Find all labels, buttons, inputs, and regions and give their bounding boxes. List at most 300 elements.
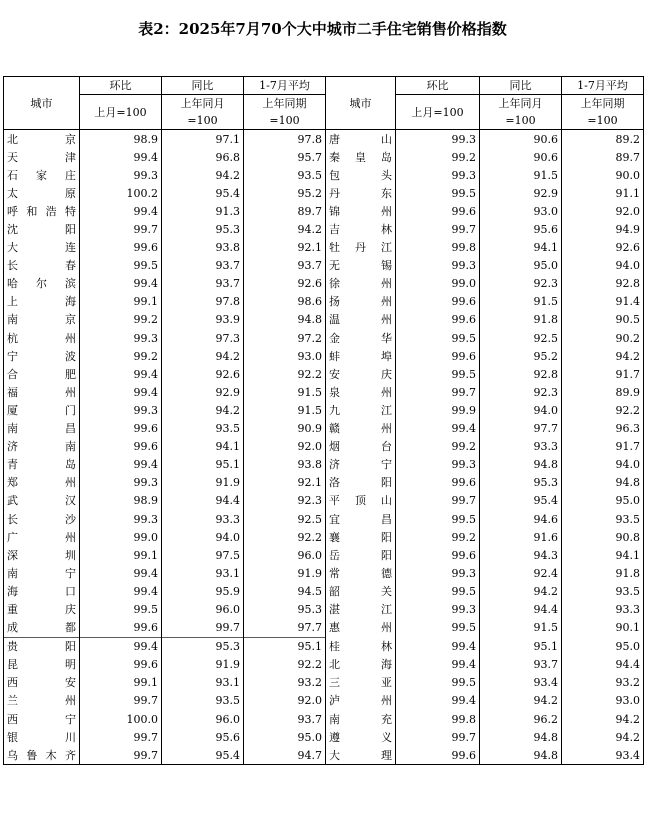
city-right-cell: 泸 州 [326, 692, 396, 710]
mom-right-cell: 99.0 [396, 275, 480, 293]
avg-right-cell: 95.0 [562, 492, 644, 510]
city-right-cell: 三 亚 [326, 674, 396, 692]
mom-left-cell: 99.2 [80, 347, 162, 365]
mom-right-cell: 99.5 [396, 674, 480, 692]
avg-base-right: 上年同期=100 [562, 95, 644, 130]
city-left-cell: 太 原 [4, 184, 80, 202]
city-right-cell: 平顶山 [326, 492, 396, 510]
mom-right-cell: 99.3 [396, 130, 480, 149]
price-index-table [3, 76, 644, 765]
avg-left-cell: 92.5 [244, 510, 326, 528]
mom-right-cell: 99.4 [396, 420, 480, 438]
avg-left-cell: 95.1 [244, 637, 326, 656]
avg-left-cell: 94.7 [244, 746, 326, 765]
avg-right-cell: 91.7 [562, 438, 644, 456]
yoy-right-cell: 92.4 [480, 564, 562, 582]
city-right-cell: 秦皇岛 [326, 148, 396, 166]
table-row [4, 438, 644, 456]
yoy-header-left: 同比 [162, 77, 244, 95]
yoy-right-cell: 91.5 [480, 619, 562, 638]
avg-right-cell: 93.4 [562, 746, 644, 765]
mom-base-right: 上月=100 [396, 95, 480, 130]
city-right-cell: 惠 州 [326, 619, 396, 638]
yoy-left-cell: 92.6 [162, 365, 244, 383]
mom-left-cell: 99.3 [80, 166, 162, 184]
table-row [4, 656, 644, 674]
table-row [4, 582, 644, 600]
table-row [4, 746, 644, 765]
yoy-right-cell: 94.3 [480, 546, 562, 564]
yoy-right-cell: 94.8 [480, 746, 562, 765]
avg-right-cell: 92.6 [562, 239, 644, 257]
avg-right-cell: 89.7 [562, 148, 644, 166]
city-right-cell: 烟 台 [326, 438, 396, 456]
avg-left-cell: 95.2 [244, 184, 326, 202]
mom-left-cell: 99.6 [80, 619, 162, 638]
city-left-cell: 上 海 [4, 293, 80, 311]
table-row [4, 329, 644, 347]
city-right-cell: 泉 州 [326, 383, 396, 401]
city-right-cell: 九 江 [326, 401, 396, 419]
city-left-cell: 海 口 [4, 582, 80, 600]
mom-left-cell: 99.1 [80, 293, 162, 311]
city-left-cell: 西 安 [4, 674, 80, 692]
table-row [4, 383, 644, 401]
mom-left-cell: 99.4 [80, 148, 162, 166]
yoy-left-cell: 96.0 [162, 600, 244, 618]
yoy-right-cell: 94.4 [480, 600, 562, 618]
avg-right-cell: 93.3 [562, 600, 644, 618]
city-left-cell: 兰 州 [4, 692, 80, 710]
table-row [4, 474, 644, 492]
yoy-left-cell: 93.1 [162, 564, 244, 582]
avg-right-cell: 94.4 [562, 656, 644, 674]
avg-right-cell: 90.8 [562, 528, 644, 546]
city-left-cell: 西 宁 [4, 710, 80, 728]
yoy-left-cell: 94.2 [162, 401, 244, 419]
city-left-cell: 广 州 [4, 528, 80, 546]
yoy-right-cell: 96.2 [480, 710, 562, 728]
avg-right-cell: 92.2 [562, 401, 644, 419]
avg-right-cell: 91.8 [562, 564, 644, 582]
mom-left-cell: 99.5 [80, 257, 162, 275]
mom-left-cell: 100.0 [80, 710, 162, 728]
mom-left-cell: 100.2 [80, 184, 162, 202]
city-right-cell: 唐 山 [326, 130, 396, 149]
avg-right-cell: 93.5 [562, 510, 644, 528]
yoy-left-cell: 93.7 [162, 257, 244, 275]
avg-left-cell: 92.1 [244, 474, 326, 492]
city-left-cell: 长 沙 [4, 510, 80, 528]
mom-right-cell: 99.2 [396, 528, 480, 546]
mom-header-left: 环比 [80, 77, 162, 95]
city-header-left: 城市 [4, 77, 80, 130]
yoy-right-cell: 95.2 [480, 347, 562, 365]
avg-left-cell: 95.7 [244, 148, 326, 166]
avg-right-cell: 89.9 [562, 383, 644, 401]
yoy-left-cell: 91.9 [162, 656, 244, 674]
mom-right-cell: 99.6 [396, 311, 480, 329]
mom-right-cell: 99.3 [396, 166, 480, 184]
yoy-left-cell: 95.4 [162, 746, 244, 765]
table-row [4, 166, 644, 184]
mom-left-cell: 99.2 [80, 311, 162, 329]
city-right-cell: 包 头 [326, 166, 396, 184]
mom-right-cell: 99.4 [396, 637, 480, 656]
table-row [4, 710, 644, 728]
mom-right-cell: 99.5 [396, 184, 480, 202]
table-row [4, 365, 644, 383]
yoy-right-cell: 91.5 [480, 293, 562, 311]
city-left-cell: 重 庆 [4, 600, 80, 618]
mom-left-cell: 99.4 [80, 383, 162, 401]
city-right-cell: 遵 义 [326, 728, 396, 746]
avg-left-cell: 92.2 [244, 365, 326, 383]
mom-left-cell: 99.4 [80, 202, 162, 220]
city-left-cell: 昆 明 [4, 656, 80, 674]
yoy-left-cell: 97.5 [162, 546, 244, 564]
yoy-left-cell: 91.9 [162, 474, 244, 492]
avg-right-cell: 95.0 [562, 637, 644, 656]
table-row [4, 600, 644, 618]
city-right-cell: 襄 阳 [326, 528, 396, 546]
mom-left-cell: 99.7 [80, 220, 162, 238]
table-row [4, 401, 644, 419]
avg-left-cell: 97.7 [244, 619, 326, 638]
city-left-cell: 哈尔滨 [4, 275, 80, 293]
table-row [4, 728, 644, 746]
avg-left-cell: 98.6 [244, 293, 326, 311]
avg-left-cell: 94.2 [244, 220, 326, 238]
avg-right-cell: 92.8 [562, 275, 644, 293]
city-left-cell: 长 春 [4, 257, 80, 275]
yoy-right-cell: 94.6 [480, 510, 562, 528]
avg-right-cell: 93.0 [562, 692, 644, 710]
mom-right-cell: 99.3 [396, 564, 480, 582]
table-body [4, 130, 644, 765]
yoy-base-right: 上年同月=100 [480, 95, 562, 130]
avg-right-cell: 93.2 [562, 674, 644, 692]
mom-left-cell: 99.3 [80, 401, 162, 419]
mom-left-cell: 99.4 [80, 582, 162, 600]
yoy-left-cell: 96.8 [162, 148, 244, 166]
yoy-header-right: 同比 [480, 77, 562, 95]
mom-left-cell: 99.7 [80, 728, 162, 746]
yoy-right-cell: 94.2 [480, 692, 562, 710]
city-left-cell: 南 昌 [4, 420, 80, 438]
city-right-cell: 牡丹江 [326, 239, 396, 257]
yoy-right-cell: 91.6 [480, 528, 562, 546]
mom-right-cell: 99.5 [396, 510, 480, 528]
city-right-cell: 桂 林 [326, 637, 396, 656]
avg-left-cell: 93.7 [244, 257, 326, 275]
mom-right-cell: 99.6 [396, 202, 480, 220]
mom-right-cell: 99.6 [396, 746, 480, 765]
table-row [4, 674, 644, 692]
yoy-left-cell: 93.5 [162, 692, 244, 710]
table-row [4, 637, 644, 656]
avg-right-cell: 90.1 [562, 619, 644, 638]
yoy-left-cell: 94.0 [162, 528, 244, 546]
mom-right-cell: 99.4 [396, 656, 480, 674]
avg-left-cell: 92.0 [244, 438, 326, 456]
yoy-right-cell: 94.0 [480, 401, 562, 419]
mom-left-cell: 99.7 [80, 746, 162, 765]
table-row [4, 692, 644, 710]
avg-right-cell: 94.0 [562, 456, 644, 474]
yoy-left-cell: 94.2 [162, 347, 244, 365]
mom-right-cell: 99.7 [396, 383, 480, 401]
yoy-left-cell: 95.3 [162, 220, 244, 238]
yoy-left-cell: 95.6 [162, 728, 244, 746]
mom-left-cell: 99.4 [80, 637, 162, 656]
city-right-cell: 北 海 [326, 656, 396, 674]
yoy-left-cell: 93.9 [162, 311, 244, 329]
city-left-cell: 深 圳 [4, 546, 80, 564]
avg-right-cell: 91.7 [562, 365, 644, 383]
city-left-cell: 宁 波 [4, 347, 80, 365]
table-row [4, 311, 644, 329]
mom-left-cell: 99.6 [80, 239, 162, 257]
mom-right-cell: 99.2 [396, 438, 480, 456]
yoy-left-cell: 93.7 [162, 275, 244, 293]
avg-left-cell: 93.2 [244, 674, 326, 692]
city-left-cell: 南 京 [4, 311, 80, 329]
mom-right-cell: 99.5 [396, 619, 480, 638]
city-right-cell: 无 锡 [326, 257, 396, 275]
avg-right-cell: 94.9 [562, 220, 644, 238]
yoy-left-cell: 95.1 [162, 456, 244, 474]
table-row [4, 202, 644, 220]
mom-left-cell: 99.3 [80, 474, 162, 492]
yoy-right-cell: 91.5 [480, 166, 562, 184]
yoy-left-cell: 94.1 [162, 438, 244, 456]
city-header-right: 城市 [326, 77, 396, 130]
avg-left-cell: 91.9 [244, 564, 326, 582]
mom-left-cell: 98.9 [80, 492, 162, 510]
city-left-cell: 贵 阳 [4, 637, 80, 656]
avg-right-cell: 96.3 [562, 420, 644, 438]
avg-left-cell: 94.5 [244, 582, 326, 600]
city-right-cell: 韶 关 [326, 582, 396, 600]
city-right-cell: 丹 东 [326, 184, 396, 202]
table-row [4, 528, 644, 546]
avg-left-cell: 92.6 [244, 275, 326, 293]
yoy-right-cell: 93.7 [480, 656, 562, 674]
mom-left-cell: 99.7 [80, 692, 162, 710]
mom-left-cell: 99.5 [80, 600, 162, 618]
avg-left-cell: 92.2 [244, 528, 326, 546]
avg-right-cell: 92.0 [562, 202, 644, 220]
yoy-left-cell: 97.8 [162, 293, 244, 311]
yoy-right-cell: 92.8 [480, 365, 562, 383]
city-left-cell: 乌鲁木齐 [4, 746, 80, 765]
avg-right-cell: 91.1 [562, 184, 644, 202]
avg-left-cell: 91.5 [244, 401, 326, 419]
avg-header-left: 1-7月平均 [244, 77, 326, 95]
yoy-left-cell: 92.9 [162, 383, 244, 401]
city-left-cell: 南 宁 [4, 564, 80, 582]
table-row [4, 275, 644, 293]
avg-right-cell: 89.2 [562, 130, 644, 149]
table-row [4, 130, 644, 149]
avg-left-cell: 93.5 [244, 166, 326, 184]
city-left-cell: 天 津 [4, 148, 80, 166]
mom-right-cell: 99.9 [396, 401, 480, 419]
mom-left-cell: 99.4 [80, 365, 162, 383]
city-left-cell: 沈 阳 [4, 220, 80, 238]
yoy-right-cell: 93.0 [480, 202, 562, 220]
city-left-cell: 北 京 [4, 130, 80, 149]
mom-right-cell: 99.6 [396, 546, 480, 564]
city-right-cell: 大 理 [326, 746, 396, 765]
table-row [4, 619, 644, 638]
table-row [4, 492, 644, 510]
mom-right-cell: 99.3 [396, 600, 480, 618]
city-right-cell: 锦 州 [326, 202, 396, 220]
mom-left-cell: 99.1 [80, 546, 162, 564]
yoy-right-cell: 95.1 [480, 637, 562, 656]
city-left-cell: 银 川 [4, 728, 80, 746]
table-row [4, 510, 644, 528]
yoy-right-cell: 97.7 [480, 420, 562, 438]
mom-right-cell: 99.6 [396, 293, 480, 311]
yoy-right-cell: 92.3 [480, 383, 562, 401]
avg-left-cell: 94.8 [244, 311, 326, 329]
yoy-left-cell: 97.3 [162, 329, 244, 347]
yoy-left-cell: 95.4 [162, 184, 244, 202]
avg-left-cell: 93.0 [244, 347, 326, 365]
yoy-right-cell: 94.2 [480, 582, 562, 600]
city-left-cell: 济 南 [4, 438, 80, 456]
city-right-cell: 赣 州 [326, 420, 396, 438]
avg-header-right: 1-7月平均 [562, 77, 644, 95]
avg-left-cell: 95.0 [244, 728, 326, 746]
mom-right-cell: 99.8 [396, 710, 480, 728]
mom-base-left: 上月=100 [80, 95, 162, 130]
mom-left-cell: 99.3 [80, 510, 162, 528]
mom-right-cell: 99.5 [396, 329, 480, 347]
mom-left-cell: 99.4 [80, 456, 162, 474]
yoy-left-cell: 93.3 [162, 510, 244, 528]
city-left-cell: 青 岛 [4, 456, 80, 474]
mom-left-cell: 98.9 [80, 130, 162, 149]
yoy-right-cell: 90.6 [480, 148, 562, 166]
table-row [4, 420, 644, 438]
avg-left-cell: 93.8 [244, 456, 326, 474]
mom-left-cell: 99.4 [80, 275, 162, 293]
avg-right-cell: 94.2 [562, 347, 644, 365]
mom-left-cell: 99.1 [80, 674, 162, 692]
mom-right-cell: 99.3 [396, 456, 480, 474]
city-right-cell: 扬 州 [326, 293, 396, 311]
city-left-cell: 武 汉 [4, 492, 80, 510]
yoy-left-cell: 93.8 [162, 239, 244, 257]
table-row [4, 184, 644, 202]
avg-left-cell: 90.9 [244, 420, 326, 438]
avg-right-cell: 94.0 [562, 257, 644, 275]
city-right-cell: 洛 阳 [326, 474, 396, 492]
city-right-cell: 吉 林 [326, 220, 396, 238]
mom-header-right: 环比 [396, 77, 480, 95]
table-row [4, 239, 644, 257]
mom-left-cell: 99.4 [80, 564, 162, 582]
yoy-right-cell: 92.9 [480, 184, 562, 202]
avg-left-cell: 92.2 [244, 656, 326, 674]
mom-left-cell: 99.0 [80, 528, 162, 546]
mom-right-cell: 99.8 [396, 239, 480, 257]
yoy-right-cell: 93.3 [480, 438, 562, 456]
mom-left-cell: 99.6 [80, 656, 162, 674]
yoy-right-cell: 92.5 [480, 329, 562, 347]
avg-left-cell: 89.7 [244, 202, 326, 220]
avg-left-cell: 92.3 [244, 492, 326, 510]
table-row [4, 456, 644, 474]
yoy-right-cell: 94.8 [480, 456, 562, 474]
mom-right-cell: 99.7 [396, 728, 480, 746]
city-right-cell: 南 充 [326, 710, 396, 728]
city-right-cell: 徐 州 [326, 275, 396, 293]
city-right-cell: 金 华 [326, 329, 396, 347]
city-right-cell: 安 庆 [326, 365, 396, 383]
mom-left-cell: 99.3 [80, 329, 162, 347]
table-row [4, 564, 644, 582]
avg-right-cell: 94.2 [562, 728, 644, 746]
yoy-right-cell: 92.3 [480, 275, 562, 293]
avg-left-cell: 92.1 [244, 239, 326, 257]
yoy-right-cell: 95.3 [480, 474, 562, 492]
avg-left-cell: 95.3 [244, 600, 326, 618]
city-left-cell: 郑 州 [4, 474, 80, 492]
city-right-cell: 蚌 埠 [326, 347, 396, 365]
yoy-base-left: 上年同月=100 [162, 95, 244, 130]
table-row [4, 148, 644, 166]
city-left-cell: 福 州 [4, 383, 80, 401]
avg-right-cell: 90.0 [562, 166, 644, 184]
avg-right-cell: 90.2 [562, 329, 644, 347]
mom-right-cell: 99.5 [396, 582, 480, 600]
avg-left-cell: 96.0 [244, 546, 326, 564]
avg-right-cell: 94.1 [562, 546, 644, 564]
mom-right-cell: 99.2 [396, 148, 480, 166]
yoy-left-cell: 93.1 [162, 674, 244, 692]
yoy-left-cell: 99.7 [162, 619, 244, 638]
avg-left-cell: 97.8 [244, 130, 326, 149]
avg-right-cell: 91.4 [562, 293, 644, 311]
mom-right-cell: 99.6 [396, 474, 480, 492]
avg-left-cell: 97.2 [244, 329, 326, 347]
yoy-left-cell: 94.4 [162, 492, 244, 510]
table-row [4, 347, 644, 365]
yoy-left-cell: 95.9 [162, 582, 244, 600]
yoy-right-cell: 95.0 [480, 257, 562, 275]
city-right-cell: 湛 江 [326, 600, 396, 618]
table-row [4, 293, 644, 311]
yoy-right-cell: 93.4 [480, 674, 562, 692]
mom-right-cell: 99.6 [396, 347, 480, 365]
yoy-left-cell: 93.5 [162, 420, 244, 438]
mom-left-cell: 99.6 [80, 438, 162, 456]
city-right-cell: 济 宁 [326, 456, 396, 474]
mom-right-cell: 99.7 [396, 492, 480, 510]
city-left-cell: 成 都 [4, 619, 80, 638]
yoy-left-cell: 96.0 [162, 710, 244, 728]
city-left-cell: 呼和浩特 [4, 202, 80, 220]
city-right-cell: 宜 昌 [326, 510, 396, 528]
mom-left-cell: 99.6 [80, 420, 162, 438]
mom-right-cell: 99.4 [396, 692, 480, 710]
yoy-left-cell: 95.3 [162, 637, 244, 656]
